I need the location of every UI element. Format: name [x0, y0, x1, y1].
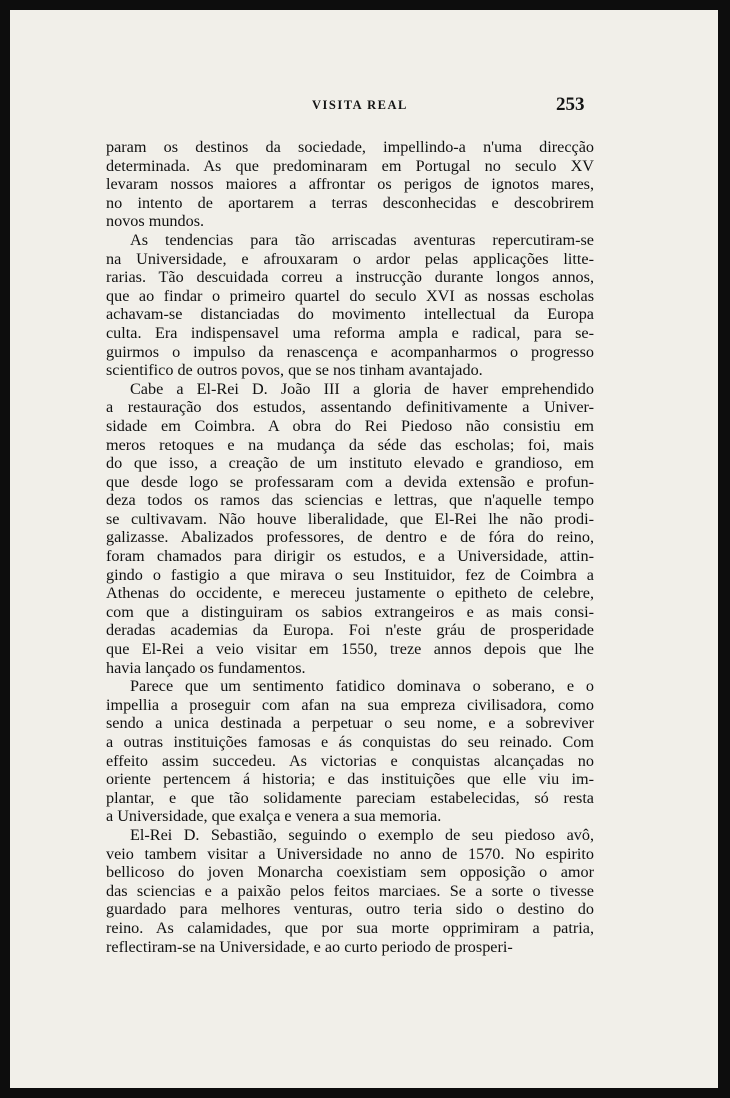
paragraph — [106, 677, 594, 826]
text-line: foram chamados para dirigir os estudos, e a Universidade, attin- — [106, 547, 594, 566]
text-line: levaram nossos maiores a affrontar os perigos de ignotos mares, — [106, 175, 594, 194]
body-text — [106, 138, 594, 956]
text-line: meros retoques e na mudança da séde das escholas; foi, mais — [106, 435, 594, 454]
text-line: a Universidade, que exalça e venera a sua memoria. — [106, 807, 442, 826]
paragraph — [106, 380, 594, 678]
text-line: gindo o fastigio a que mirava o seu Instituidor, fez de Coimbra a — [106, 565, 594, 584]
text-line: que desde logo se professaram com a devida extensão e profun- — [106, 472, 594, 491]
text-line: reflectiram-se na Universidade, e ao curto periodo de prosperi- — [106, 937, 513, 956]
text-line: se cultivavam. Não houve liberalidade, que El-Rei lhe não prodi- — [106, 509, 594, 528]
text-line: param os destinos da sociedade, impellindo-a n'uma direcção — [106, 138, 594, 156]
text-line: no intento de aportarem a terras desconhecidas e descobrirem — [106, 193, 594, 212]
text-line: veio tambem visitar a Universidade no anno de 1570. No espirito — [106, 844, 594, 863]
text-line: El-Rei D. Sebastião, seguindo o exemplo de seu piedoso avô, — [130, 825, 594, 844]
text-line: sendo a unica destinada a perpetuar o seu nome, e a sobreviver — [106, 714, 594, 733]
text-line: que El-Rei a veio visitar em 1550, treze annos depois que lhe — [106, 640, 594, 659]
text-line: effeito assim succedeu. As victorias e conquistas alcançadas no — [106, 751, 594, 770]
text-line: scientifico de outros povos, que se nos tinham avantajado. — [106, 361, 483, 380]
text-line: culta. Era indispensavel uma reforma ampla e radical, para se- — [106, 323, 594, 342]
text-line: a restauração dos estudos, assentando definitivamente a Univer- — [106, 398, 594, 417]
text-line: havia lançado os fundamentos. — [106, 658, 306, 677]
paragraph — [106, 826, 594, 956]
running-title: VISITA REAL — [312, 98, 408, 112]
text-line: na Universidade, e afrouxaram o ardor pelas applicações litte- — [106, 249, 594, 268]
text-line: bellicoso do joven Monarcha coexistiam sem opposição o amor — [106, 863, 594, 882]
text-line: deza todos os ramos das sciencias e lettras, que n'aquelle tempo — [106, 491, 594, 510]
text-line: guardado para melhores venturas, outro teria sido o destino do — [106, 900, 594, 919]
book-page — [10, 10, 718, 1088]
text-line: sidade em Coimbra. A obra do Rei Piedoso não consistiu em — [106, 416, 594, 435]
text-line: determinada. As que predominaram em Portugal no seculo XV — [106, 156, 594, 175]
text-line: deradas academias da Europa. Foi n'este gráu de prosperidade — [106, 621, 594, 640]
text-line: novos mundos. — [106, 212, 205, 231]
page-number: 253 — [556, 94, 585, 115]
text-line: guirmos o impulso da renascença e acompanharmos o progresso — [106, 342, 594, 361]
text-line: das sciencias e a paixão pelos feitos marciaes. Se a sorte o tivesse — [106, 881, 594, 900]
text-line: do que isso, a creação de um instituto elevado e grandioso, em — [106, 454, 594, 473]
text-line: Athenas do occidente, e mereceu justamente o epitheto de celebre, — [106, 584, 594, 603]
text-line: plantar, e que tão solidamente pareciam estabelecidas, só resta — [106, 788, 594, 807]
text-line: Cabe a El-Rei D. João III a gloria de haver emprehendido — [130, 379, 594, 398]
text-line: galizasse. Abalizados professores, de dentro e de fóra do reino, — [106, 528, 594, 547]
text-line: As tendencias para tão arriscadas aventuras repercutiram-se — [130, 230, 594, 249]
text-line: reino. As calamidades, que por sua morte opprimiram a patria, — [106, 918, 594, 937]
text-line: que ao findar o primeiro quartel do seculo XVI as nossas escholas — [106, 286, 594, 305]
text-line: Parece que um sentimento fatidico dominava o soberano, e o — [130, 677, 594, 696]
text-line: achavam-se distanciadas do movimento intellectual da Europa — [106, 305, 594, 324]
text-line: oriente pertencem á historia; e das instituições que elle viu im- — [106, 770, 594, 789]
paragraph — [106, 231, 594, 380]
text-line: impellia a proseguir com afan na sua empreza civilisadora, como — [106, 695, 594, 714]
text-line: com que a distinguiram os sabios extrangeiros e as mais consi- — [106, 602, 594, 621]
paragraph — [106, 138, 594, 231]
text-line: a outras instituições famosas e ás conquistas do seu reinado. Com — [106, 733, 594, 751]
text-line: rarias. Tão descuidada correu a instrucção durante longos annos, — [106, 268, 594, 287]
